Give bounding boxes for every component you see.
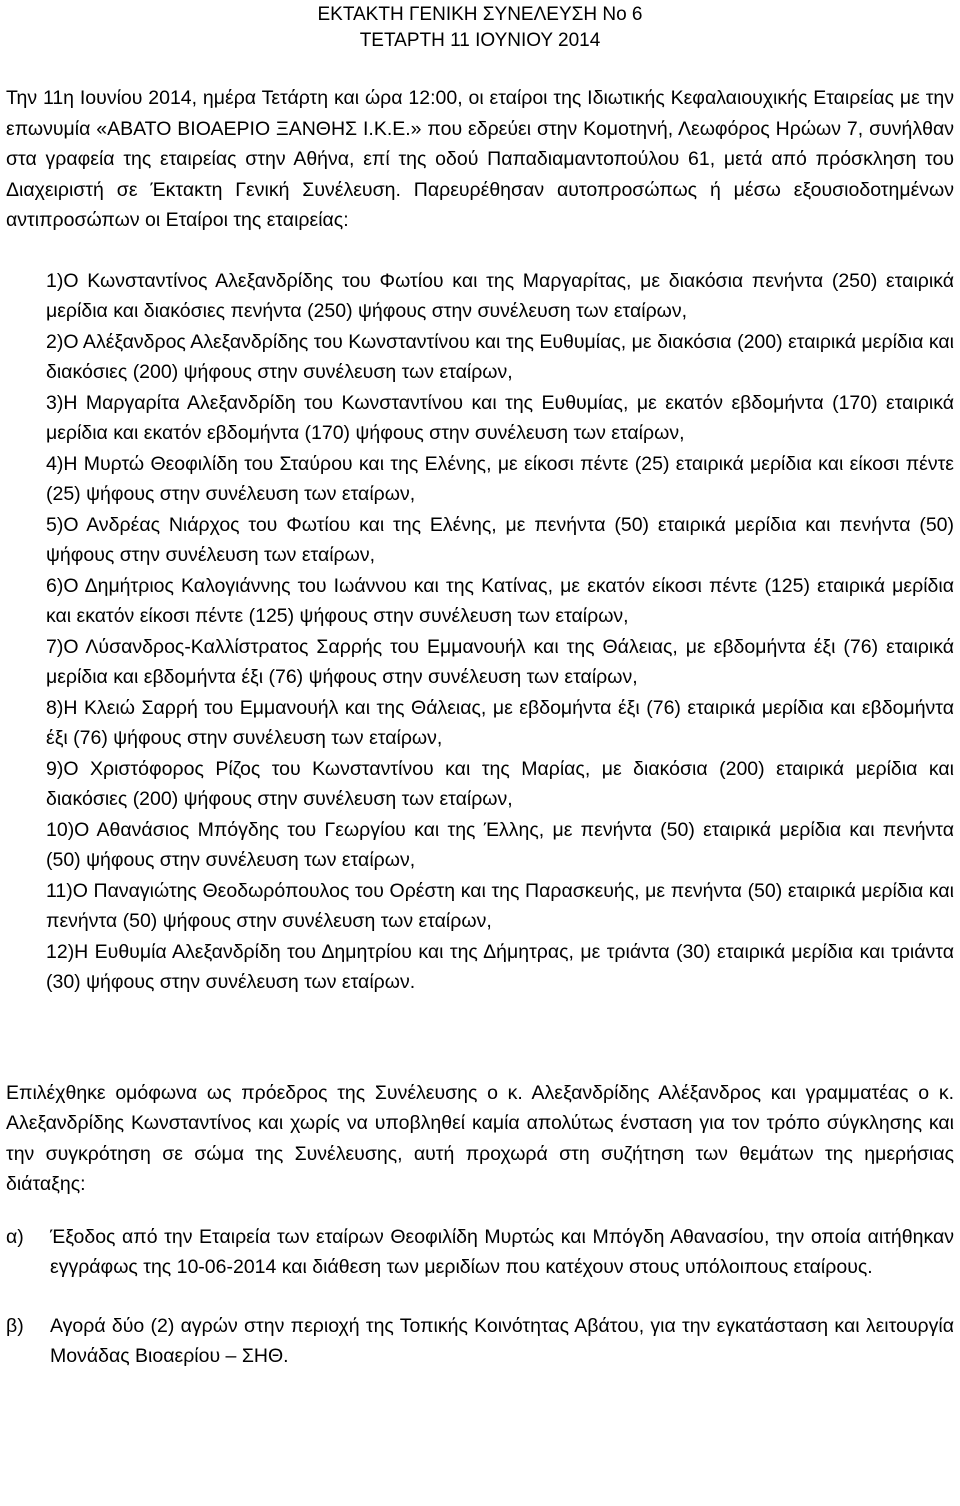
partner-entry: 3)Η Μαργαρίτα Αλεξανδρίδη του Κωνσταντίνου και της Ευθυμίας, με εκατόν εβδομήντα (170) εταιρικά μερίδια και εκατόν εβδομήντα (170) ψήφους στην συνέλευση των εταίρων,: [46, 391, 954, 444]
partner-entry: 1)Ο Κωνσταντίνος Αλεξανδρίδης του Φωτίου και της Μαργαρίτας, με διακόσια πενήντα (250) εταιρικά μερίδια και διακόσιες πενήντα (250) ψήφους στην συνέλευση των εταίρων,: [46, 269, 954, 322]
partner-entry: 10)Ο Αθανάσιος Μπόγδης του Γεωργίου και της Έλλης, με πενήντα (50) εταιρικά μερίδια και πενήντα (50) ψήφους στην συνέλευση των εταίρων,: [46, 818, 954, 871]
partner-entry: 2)Ο Αλέξανδρος Αλεξανδρίδης του Κωνσταντίνου και της Ευθυμίας, με διακόσια (200) εταιρικά μερίδια και διακόσιες (200) ψήφους στην συνέλευση των εταίρων,: [46, 330, 954, 383]
partner-entry: 7)Ο Λύσανδρος-Καλλίστρατος Σαρρής του Εμμανουήλ και της Θάλειας, με εβδομήντα έξι (76) εταιρικά μερίδια και εβδομήντα έξι (76) ψήφους στην συνέλευση των εταίρων,: [46, 635, 954, 688]
partner-entry: 12)Η Ευθυμία Αλεξανδρίδη του Δημητρίου και της Δήμητρας, με τριάντα (30) εταιρικά μερίδια και τριάντα (30) ψήφους στην συνέλευση των εταίρων.: [46, 940, 954, 993]
partner-entry: 5)Ο Ανδρέας Νιάρχος του Φωτίου και της Ελένης, με πενήντα (50) εταιρικά μερίδια και πενήντα (50) ψήφους στην συνέλευση των εταίρων,: [46, 513, 954, 566]
agenda-item-a: [6, 1222, 954, 1283]
partner-entry: 9)Ο Χριστόφορος Ρίζος του Κωνσταντίνου και της Μαρίας, με διακόσια (200) εταιρικά μερίδια και διακόσιες (200) ψήφους στην συνέλευση των εταίρων,: [46, 757, 954, 810]
partner-entry: 6)Ο Δημήτριος Καλογιάννης του Ιωάννου και της Κατίνας, με εκατόν είκοσι πέντε (125) εταιρικά μερίδια και εκατόν είκοσι πέντε (125) ψήφους στην συνέλευση των εταίρων,: [46, 574, 954, 627]
document-title: ΕΚΤΑΚΤΗ ΓΕΝΙΚΗ ΣΥΝΕΛΕΥΣΗ Νο 6: [317, 4, 643, 25]
agenda-item-text: Έξοδος από την Εταιρεία των εταίρων Θεοφιλίδη Μυρτώς και Μπόγδη Αθανασίου, την οποία αιτήθηκαν εγγράφως της 10-06-2014 και διάθεση των μεριδίων που κατέχουν στους υπόλοιπους εταίρους.: [50, 1225, 954, 1278]
partner-entry: 11)Ο Παναγιώτης Θεοδωρόπουλος του Ορέστη και της Παρασκευής, με πενήντα (50) εταιρικά μερίδια και πενήντα (50) ψήφους στην συνέλευση των εταίρων,: [46, 879, 954, 932]
partner-entry: 8)Η Κλειώ Σαρρή του Εμμανουήλ και της Θάλειας, με εβδομήντα έξι (76) εταιρικά μερίδια και εβδομήντα έξι (76) ψήφους στην συνέλευση των εταίρων,: [46, 696, 954, 749]
partner-entry: 4)Η Μυρτώ Θεοφιλίδη του Σταύρου και της Ελένης, με είκοσι πέντε (25) εταιρικά μερίδια και είκοσι πέντε (25) ψήφους στην συνέλευση των εταίρων,: [46, 452, 954, 505]
agenda-item-label: α): [6, 1225, 24, 1248]
document-header: [6, 0, 954, 54]
agenda-item-b: [6, 1311, 954, 1372]
partners-list: [6, 266, 954, 998]
chair-paragraph: Επιλέχθηκε ομόφωνα ως πρόεδρος της Συνέλευσης ο κ. Αλεξανδρίδης Αλέξανδρος και γραμματέας ο κ. Αλεξανδρίδης Κωνσταντίνος και χωρίς να υποβληθεί καμία απολύτως ένσταση για τον τρόπο σύγκλησης και την συγκρότηση σε σώμα της Συνέλευσης, αυτή προχωρά στη συζήτηση των θεμάτων της ημερήσιας διάταξης:: [6, 1081, 954, 1195]
agenda-item-text: Αγορά δύο (2) αγρών στην περιοχή της Τοπικής Κοινότητας Αβάτου, για την εγκατάσταση και λειτουργία Μονάδας Βιοαερίου – ΣΗΘ.: [50, 1314, 954, 1367]
document-date: ΤΕΤΑΡΤΗ 11 ΙΟΥΝΙΟΥ 2014: [359, 30, 601, 51]
agenda-item-label: β): [6, 1314, 24, 1337]
agenda-list: [6, 1222, 954, 1372]
intro-paragraph: Την 11η Ιουνίου 2014, ημέρα Τετάρτη και ώρα 12:00, οι εταίροι της Ιδιωτικής Κεφαλαιουχικής Εταιρείας με την επωνυμία «ΑΒΑΤΟ ΒΙΟΑΕΡΙΟ ΞΑΝΘΗΣ Ι.Κ.Ε.» που εδρεύει στην Κομοτηνή, Λεωφόρος Ηρώων 7, συνήλθαν στα γραφεία της εταιρείας στην Αθήνα, επί της οδού Παπαδιαμαντοπούλου 61, μετά από πρόσκληση του Διαχειριστή σε Έκτακτη Γενική Συνέλευση. Παρευρέθησαν αυτοπροσώπως ή μέσω εξουσιοδοτημένων αντιπροσώπων οι Εταίροι της εταιρείας:: [6, 87, 954, 231]
